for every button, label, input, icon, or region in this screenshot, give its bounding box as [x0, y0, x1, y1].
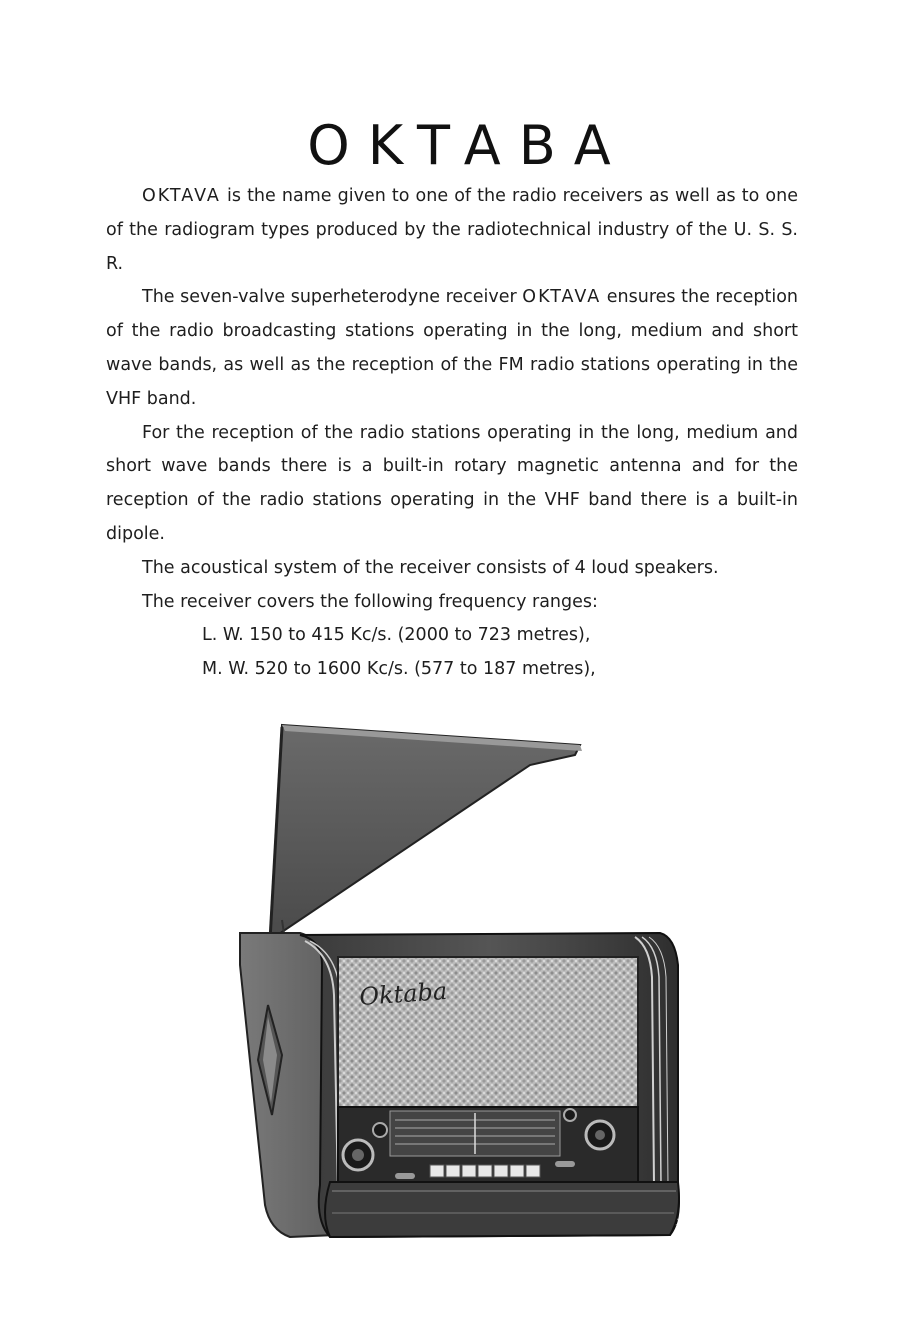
control-panel	[338, 1107, 638, 1182]
body-text	[106, 180, 798, 687]
cabinet-base	[325, 1182, 679, 1237]
grille-logo-script: Oktaba	[358, 976, 449, 1011]
frequency-range-mw: M. W. 520 to 1600 Kc/s. (577 to 187 metres),	[202, 659, 596, 680]
product-name: OKTAVA	[522, 287, 602, 308]
lid	[270, 725, 582, 940]
speaker-grille	[338, 957, 638, 1107]
paragraph-acoustics: The acoustical system of the receiver consists of 4 loud speakers.	[142, 557, 719, 578]
product-name: OKTAVA	[142, 186, 221, 206]
paragraph-receiver: The seven-valve superheterodyne receiver OKTAVA ensures the reception of the radio broadcasting stations operating in the long, medium and short wave bands, as well as the reception of the FM radio stations operating in the VHF band.	[106, 287, 799, 409]
frequency-range-lw: L. W. 150 to 415 Kc/s. (2000 to 723 metres),	[202, 625, 591, 646]
paragraph-frequency-intro: The receiver covers the following frequency ranges:	[142, 591, 598, 612]
radiogram-illustration	[230, 715, 690, 1245]
page-title: OKTABA	[307, 114, 629, 178]
paragraph-intro: OKTAVA is the name given to one of the radio receivers as well as to one of the radiogram types produced by the radiotechnical industry of the U. S. S. R.	[106, 186, 798, 274]
paragraph-antenna: For the reception of the radio stations operating in the long, medium and short wave bands there is a built-in rotary magnetic antenna and for the reception of the radio stations operating in the VHF band there is a built-in dipole.	[106, 422, 798, 544]
push-buttons	[430, 1165, 540, 1177]
